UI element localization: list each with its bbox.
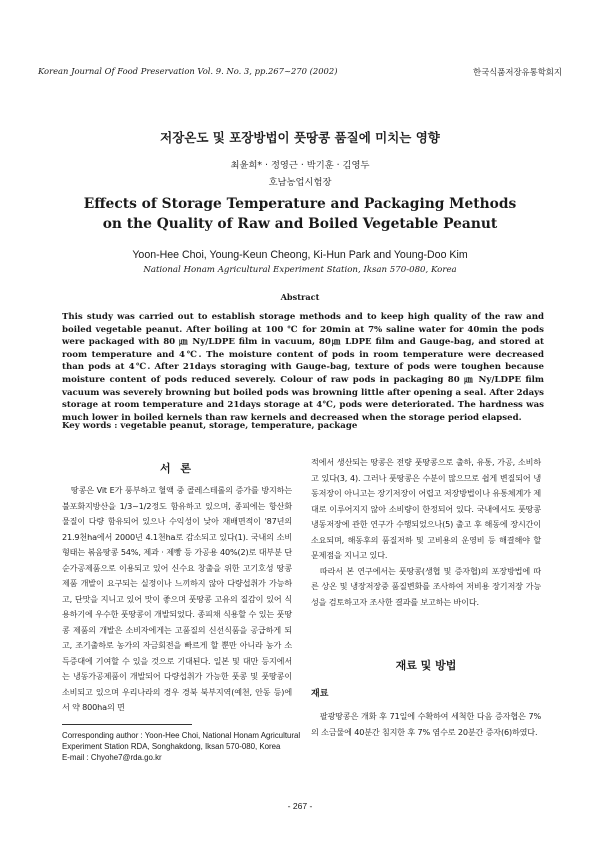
korean-authors: 최윤희* · 정영근 · 박기훈 · 김영두 [230, 160, 370, 171]
society-name: 한국식품저장유통학회지 [473, 67, 562, 77]
left-column [62, 483, 292, 716]
right-column [311, 455, 541, 610]
english-title-line2: on the Quality of Raw and Boiled Vegetable Peanut [102, 216, 498, 232]
page-number: - 267 - [287, 801, 313, 811]
footnote-line2: Experiment Station RDA, Songhakdong, Iksan 570-080, Korea [62, 742, 281, 751]
english-title-line1: Effects of Storage Temperature and Packaging Methods [83, 196, 517, 212]
footnote-rule [62, 724, 192, 725]
footnote [62, 730, 301, 763]
intro-paragraph-2: 따라서 본 연구에서는 풋땅콩(생협 및 증자협)의 포장방법에 따른 상온 및 냉장저장중 품질변화를 조사하여 저비용 장기저장 가능성을 검토하고자 조사한 결과를 보고하는 바이다. [311, 565, 541, 607]
intro-paragraph-1: 땅콩은 Vit E가 풍부하고 혈액 중 콜레스테롤의 증가를 방지하는 불포화지방산을 1/3~1/2정도 함유하고 있으며, 종피에는 항산화물질이 다량 함유되어 있으나 수익성이 낮아 재배면적이 '87년의 21.9천ha에서 2000년 4.1천ha로 감소되고 있다(1). 국내의 소비형태는 볶음땅콩 54%, 제과 · 제빵 등 가공용 40%(2)로 대부분 단순가공제품으로 이용되고 있어 신수요 창출을 위한 고기호성 땅콩제품 개발이 요구되는 실정이나 느끼하지 않아 다량섭취가 가능하고, 단맛을 지니고 있어 맛이 좋으며 풋땅콩 고유의 질감이 있어 식용하기에 우수한 풋땅콩이 개발되었다. 종피채 식용할 수 있는 풋땅콩 제품의 개발은 소비자에게는 고품질의 신선식품을 공급하게 되고, 조기출하로 농가의 자금회전을 빠르게 할 뿐만 아니라 농가 소득증대에 기여할 수 있을 것으로 기대된다. 일본 및 대만 등지에서는 냉동가공제품이 개발되어 다량섭취가 가능한 풋콩 및 풋땅콩이 소비되고 있으며 우리나라의 경우 경북 북부지역(예천, 안동 등)에서 약 800ha의 면 [62, 485, 292, 712]
abstract-text: This study was carried out to establish storage methods and to keep high quality of the raw and boiled vegetable peanut. After boiling at 100 ℃ for 20min at 7% saline water for 40min the pods were packaged with 80 ㎛ Ny/LDPE film in vacuum, 80㎛ LDPE film and Gauge-bag, and stored at room temperature and 4℃. The moisture content of pods in room temperature were decreased than pods at 4℃. After 21days storaging with Gauge-bag, texture of pods were toughen because moisture content of pods reduced severely. Colour of raw pods in packaging 80 ㎛ Ny/LDPE film vacuum was severely browning but boiled pods was browning little after opening a seal. After 2days storage at room temperature and 21days storage at 4℃, pods were deteriorated. The hardness was much lower in boiled kernels than raw kernels and decreased when the storage period elapsed. [62, 312, 544, 423]
korean-title: 저장온도 및 포장방법이 풋땅콩 품질에 미치는 영향 [160, 130, 440, 145]
english-affiliation: National Honam Agricultural Experiment Station, Iksan 570-080, Korea [143, 265, 457, 275]
english-title [0, 194, 600, 234]
intro-paragraph-1-cont: 적에서 생산되는 땅콩은 전량 풋땅콩으로 출하, 유통, 가공, 소비하고 있다(3, 4). 그러나 풋땅콩은 수분이 많으므로 쉽게 변질되어 냉동저장이 아니고는 장기저장이 어렵고 저장방법이나 유통체계가 제대로 이루어지지 않아 소비량이 한정되어 있다. 국내에서도 풋땅콩 냉동저장에 관한 연구가 수행되었으나(5) 출고 후 해동에 장시간이 소요되며, 해동후의 품질저하 및 고비용의 운영비 등 해결해야 할 문제점을 지니고 있다. [311, 457, 541, 560]
intro-heading: 서 론 [159, 462, 195, 475]
footnote-email: E-mail : Chyohe7@rda.go.kr [62, 753, 162, 762]
running-header [38, 66, 562, 80]
journal-citation: Korean Journal Of Food Preservation Vol. 9. No. 3, pp.267~270 (2002) [38, 66, 338, 76]
footnote-line1: Corresponding author : Yoon-Hee Choi, National Honam Agricultural [62, 731, 301, 740]
methods-column [311, 709, 541, 740]
materials-subheading: 재료 [311, 689, 329, 699]
materials-paragraph: 팔광땅콩은 개화 후 71일에 수확하여 세척한 다음 증자협은 7%의 소금물에 40분간 침지한 후 7% 염수로 20분간 증자(6)하였다. [311, 711, 541, 737]
abstract-heading: Abstract [280, 292, 320, 302]
korean-affiliation: 호남농업시험장 [268, 177, 332, 188]
methods-heading: 재료 및 방법 [395, 659, 457, 672]
keywords: Key words : vegetable peanut, storage, temperature, package [62, 421, 358, 431]
english-authors: Yoon-Hee Choi, Young-Keun Cheong, Ki-Hun Park and Young-Doo Kim [132, 249, 468, 261]
